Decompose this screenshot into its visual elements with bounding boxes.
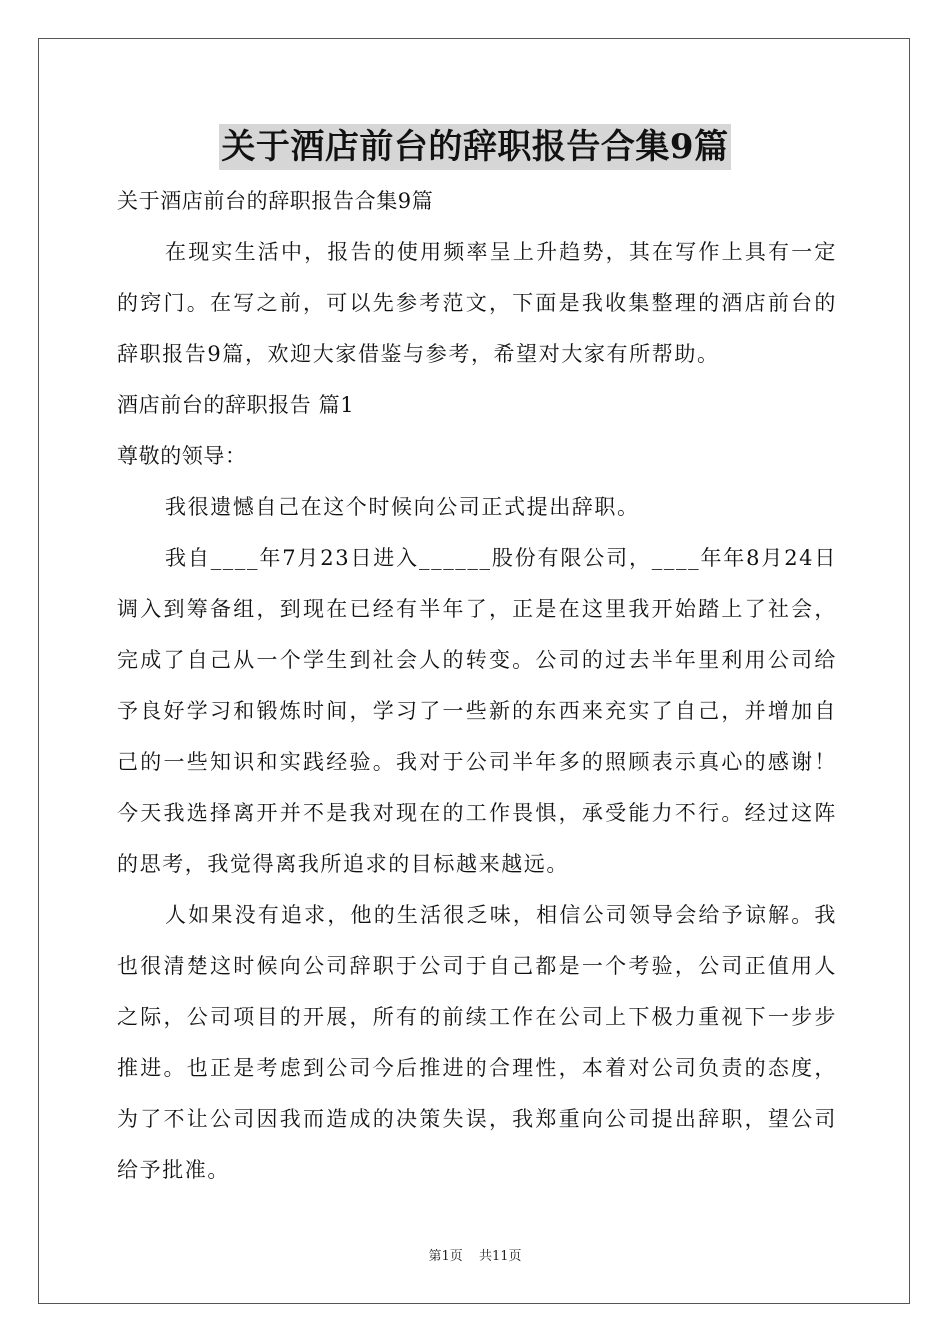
document-subtitle: 关于酒店前台的辞职报告合集9篇 — [117, 189, 434, 213]
title-wrap — [0, 124, 950, 170]
body-paragraph-3: 人如果没有追求，他的生活很乏味，相信公司领导会给予谅解。我也很清楚这时候向公司辞职于公司于自己都是一个考验，公司正值用人之际，公司项目的开展，所有的前续工作在公司上下极力重视下一步步推进。也正是考虑到公司今后推进的合理性，本着对公司负责的态度，为了不让公司因我而造成的决策失误，我郑重向公司提出辞职，望公司给予批准。 — [117, 903, 837, 1182]
document-body — [117, 176, 837, 1196]
page-number-total: 共11页 — [478, 1249, 522, 1264]
body-paragraph-1: 我很遗憾自己在这个时候向公司正式提出辞职。 — [165, 495, 640, 519]
salutation: 尊敬的领导： — [117, 444, 247, 468]
section-heading: 酒店前台的辞职报告 篇1 — [117, 393, 355, 417]
body-paragraph-2: 我自____年7月23日进入______股份有限公司，____年年8月24日调入到筹备组，到现在已经有半年了，正是在这里我开始踏上了社会，完成了自己从一个学生到社会人的转变。公司的过去半年里利用公司给予良好学习和锻炼时间，学习了一些新的东西来充实了自己，并增加自己的一些知识和实践经验。我对于公司半年多的照顾表示真心的感谢！今天我选择离开并不是我对现在的工作畏惧，承受能力不行。经过这阵的思考，我觉得离我所追求的目标越来越远。 — [117, 546, 837, 876]
page-footer — [0, 1245, 950, 1264]
intro-paragraph: 在现实生活中，报告的使用频率呈上升趋势，其在写作上具有一定的窍门。在写之前，可以先参考范文，下面是我收集整理的酒店前台的辞职报告9篇，欢迎大家借鉴与参考，希望对大家有所帮助。 — [117, 240, 837, 366]
page-number-current: 第1页 — [428, 1249, 463, 1264]
document-title: 关于酒店前台的辞职报告合集9篇 — [219, 124, 730, 170]
